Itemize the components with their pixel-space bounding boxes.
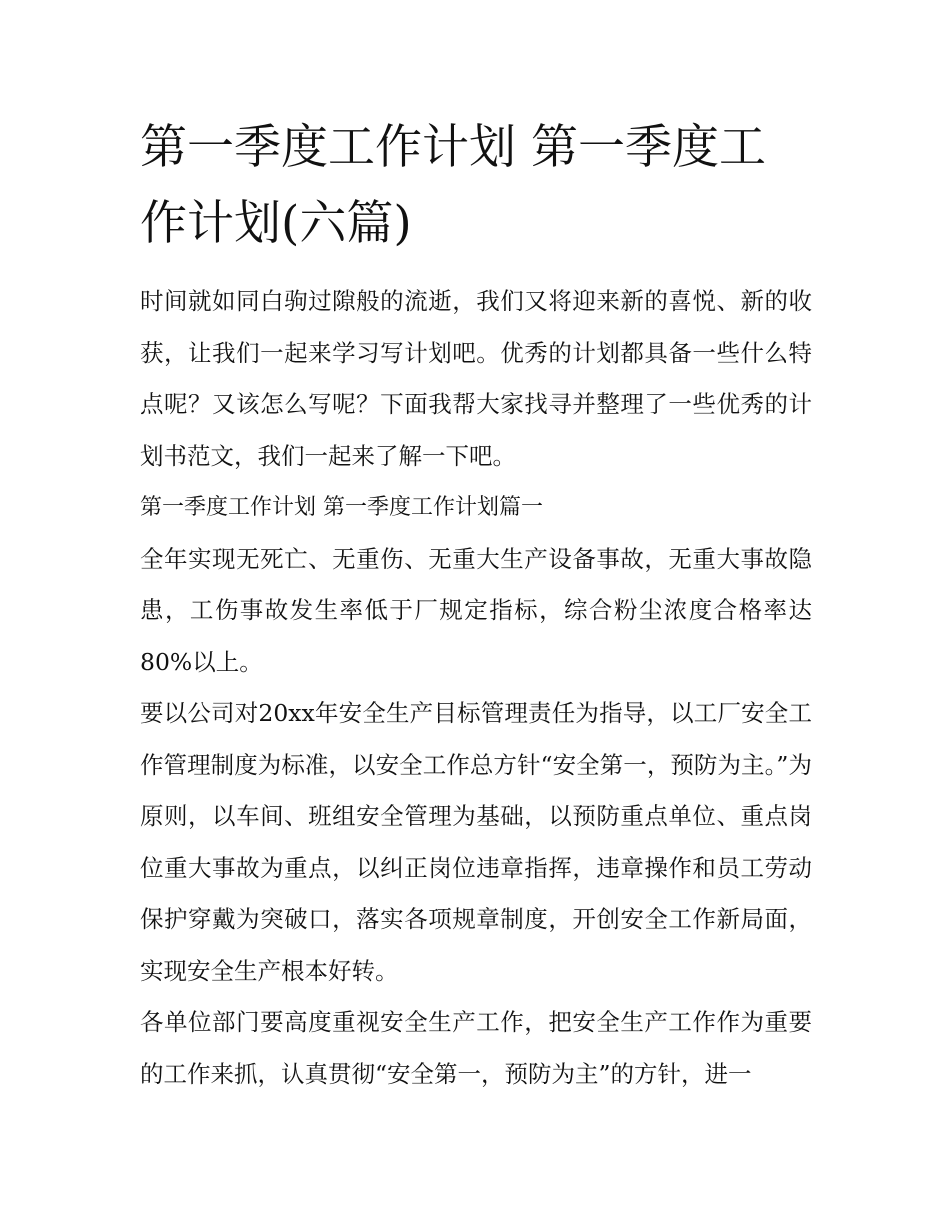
section-heading: 第一季度工作计划 第一季度工作计划篇一 [140,495,543,520]
document-title: 第一季度工作计划 第一季度工作计划(六篇) [140,120,766,251]
body-paragraph-2: 要以公司对20xx年安全生产目标管理责任为指导，以工厂安全工作管理制度为标准，以安全工作总方针“安全第一，预防为主。”为原则，以车间、班组安全管理为基础，以预防重点单位、重点岗位重大事故为重点，以纠正岗位违章指挥，违章操作和员工劳动保护穿戴为突破口，落实各项规章制度，开创安全工作新局面，实现安全生产根本好转。 [140,699,812,985]
body-paragraph-1: 全年实现无死亡、无重伤、无重大生产设备事故，无重大事故隐患，工伤事故发生率低于厂规定指标，综合粉尘浓度合格率达80%以上。 [140,544,812,676]
intro-paragraph: 时间就如同白驹过隙般的流逝，我们又将迎来新的喜悦、新的收获，让我们一起来学习写计划吧。优秀的计划都具备一些什么特点呢？又该怎么写呢？下面我帮大家找寻并整理了一些优秀的计划书范文，我们一起来了解一下吧。 [140,287,812,470]
body-paragraph-3: 各单位部门要高度重视安全生产工作，把安全生产工作作为重要的工作来抓，认真贯彻“安全第一，预防为主”的方针，进一 [140,1008,812,1088]
document-page [140,110,812,1100]
